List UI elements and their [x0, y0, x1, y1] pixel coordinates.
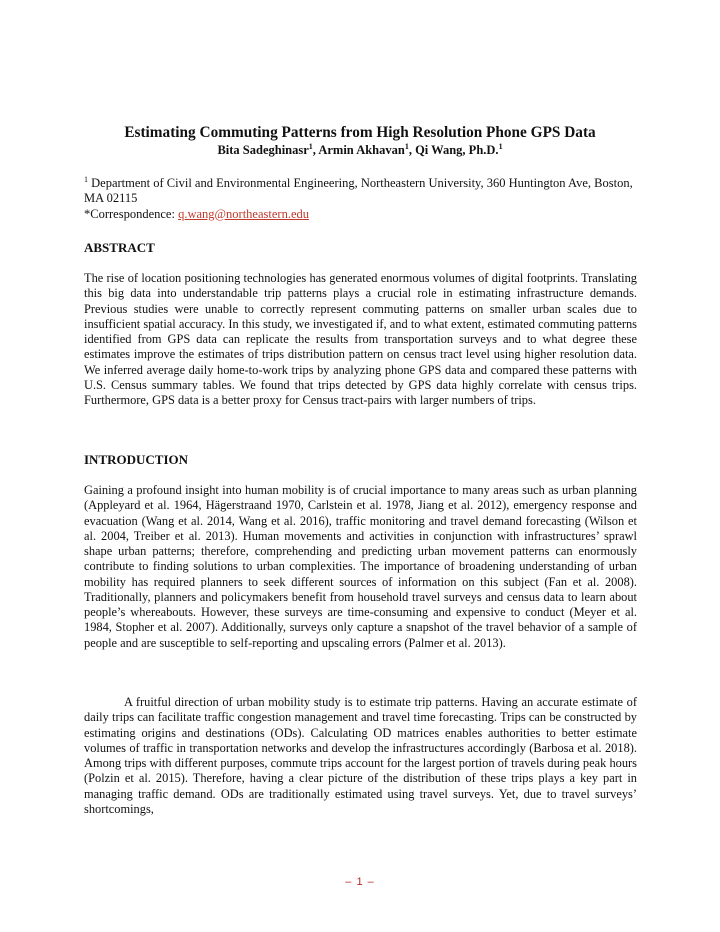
- correspondence-line: [84, 207, 637, 222]
- page-number: – 1 –: [345, 876, 375, 888]
- paper-title: Estimating Commuting Patterns from High Resolution Phone GPS Data: [124, 124, 596, 141]
- author-name: Bita Sadeghinasr: [217, 143, 309, 157]
- abstract-text: The rise of location positioning technologies has generated enormous volumes of digital footprints. Translating this big data into understandable trip patterns plays a crucial role in estimating infrastructure demands. Previous studies were unable to correctly represent commuting patterns on smaller urban scales due to insufficient spatial accuracy. In this study, we investigated if, and to what extent, estimated commuting patterns identified from GPS data can replicate the results from transportation surveys and to what degree these estimates improve the estimates of trips distribution pattern on census tract level using higher resolution data. We inferred average daily home-to-work trips by analyzing phone GPS data and compared these patterns with U.S. Census summary tables. We found that trips detected by GPS data highly correlate with census trips. Furthermore, GPS data is a better proxy for Census tract-pairs with larger numbers of trips.: [84, 271, 637, 407]
- affiliation-marker: 1: [308, 141, 313, 151]
- author-list: Bita Sadeghinasr$^1$, Armin Akhavan$^1$, Qi Wang, Ph.D.$^1$: [217, 141, 503, 157]
- affiliation-marker: 1: [498, 141, 503, 151]
- author-name: Armin Akhavan: [318, 143, 405, 157]
- abstract-heading: ABSTRACT: [84, 240, 155, 255]
- affiliation-marker: 1: [404, 141, 409, 151]
- affiliation-marker: 1: [84, 174, 88, 184]
- introduction-paragraph-1: Gaining a profound insight into human mobility is of crucial importance to many areas such as urban planning (Appleyard et al. 1964, Hägerstraand 1970, Carlstein et al. 1978, Jiang et al. 2012), emergency response and evacuation (Wang et al. 2014, Wang et al. 2016), traffic monitoring and travel demand forecasting (Wilson et al. 2004, Treiber et al. 2013). Human movements and activities in conjunction with infrastructures’ sprawl shape urban patterns; therefore, comprehending and predicting urban movement patterns can enormously contribute to finding solutions to urban complexities. The importance of broadening understanding of urban mobility has required planners to seek different sources of information on this subject (Fan et al. 2008). Traditionally, planners and policymakers benefit from household travel surveys and census data to learn about people’s whereabouts. However, these surveys are time-consuming and expensive to conduct (Meyer et al. 1984, Stopher et al. 2007). Additionally, surveys only capture a snapshot of the travel behavior of a sample of people and are susceptible to self-reporting and upscaling errors (Palmer et al. 2013).: [84, 483, 637, 650]
- affiliation-block: [84, 176, 637, 222]
- author-name: Qi Wang, Ph.D.: [415, 143, 499, 157]
- affiliation-line: [84, 176, 637, 207]
- correspondence-label: *Correspondence:: [84, 206, 179, 221]
- introduction-heading: INTRODUCTION: [84, 452, 189, 467]
- correspondence-email-link[interactable]: q.wang@northeastern.edu: [178, 206, 309, 221]
- introduction-paragraph-2: A fruitful direction of urban mobility study is to estimate trip patterns. Having an accurate estimate of daily trips can facilitate traffic congestion management and travel time forecasting. Trips can be constructed by estimating origins and destinations (ODs). Calculating OD matrices enables authorities to better estimate volumes of traffic in transportation networks and develop the infrastructures accordingly (Barbosa et al. 2018). Among trips with different purposes, commute trips account for the largest portion of travels during peak hours (Polzin et al. 2015). Therefore, having a clear picture of the distribution of these trips plays a key part in managing traffic demand. ODs are traditionally estimated using travel surveys. Yet, due to travel surveys’ shortcomings,: [84, 695, 637, 816]
- affiliation-text: Department of Civil and Environmental Engineering, Northeastern University, 360 Huntington Ave, Boston, MA 02115: [84, 176, 633, 206]
